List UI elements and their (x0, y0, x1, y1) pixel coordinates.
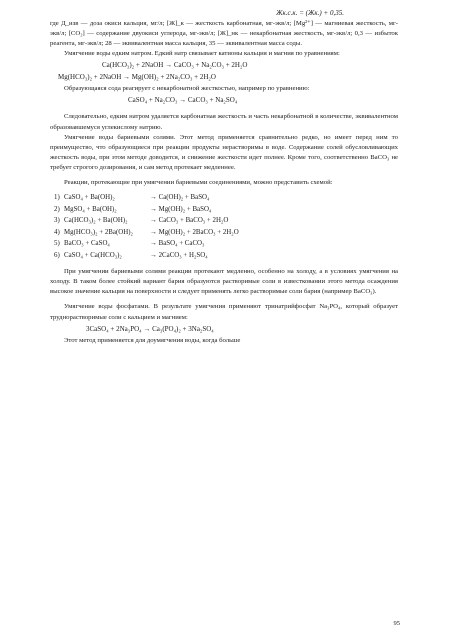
reaction-reactants: MgSO₄ + Ba(OH)₂ (64, 205, 117, 213)
paragraph-naoh-conclusion: Следовательно, едким натром удаляется карбонатная жесткость и часть некарбонатной в количестве, эквивалентном образовавшемуся углекислому натрию. (50, 113, 398, 131)
reaction-products: → 2CaCO₃ + H₂SO₄ (150, 251, 208, 259)
reaction-number: 4) (54, 228, 60, 236)
reaction-row (54, 238, 398, 250)
reaction-row (54, 250, 398, 262)
reaction-products: → BaSO₄ + CaCO₃ (150, 240, 205, 248)
header-formula: Жк.с.к. = (Жк.) + 0,35. (276, 9, 344, 17)
paragraph-naoh-intro: Умягчение воды едким натром. Едкий натр связывает катионы кальция и магния по уравнениям: (64, 50, 340, 58)
reaction-row (54, 192, 398, 204)
reaction-reactants: Ca(HCO₃)₂ + Ba(OH)₂ (64, 217, 128, 225)
reaction-row (54, 215, 398, 227)
reaction-products: → Mg(OH)₂ + 2BaCO₃ + 2H₂O (150, 228, 239, 236)
reaction-products: → Ca(OH)₂ + BaSO₄ (150, 194, 210, 202)
paragraph-legend: где Д_изв — доза окиси кальция, мг/л; [Ж]_к — жесткость карбонатная, мг-экв/л; [Mg²⁺] — магниевая жесткость, мг-экв/л; [CO₂] — содержание двуокиси углерода, мг-экв/л; [Ж]_нк — некарбонатная жесткость, мг-экв/л; 0,3 — избыток реагента, мг-экв/л; 28 — эквивалентная масса кальция, 35 — эквивалентная масса соды. (50, 20, 398, 48)
formula-naoh-1: Ca(HCO₃)₂ + 2NaOH → CaCO₃ + Na₂CO₃ + 2H₂O (102, 61, 248, 70)
reaction-number: 5) (54, 240, 60, 248)
reaction-products: → Mg(OH)₂ + BaSO₄ (150, 205, 212, 213)
formula-phosphate: 3CaSO₄ + 2Na₃PO₄ → Ca₃(PO₄)₂ + 3Na₂SO₄ (86, 324, 214, 333)
paragraph-phosphate-method: Умягчение воды фосфатами. В результате умягчения применяют тринатрийфосфат Na₃PO₄, который образует труднорастворимые соли с кальцием и магнием: (50, 303, 398, 321)
reaction-reactants: Mg(HCO₃)₂ + 2Ba(OH)₂ (64, 228, 133, 236)
reaction-row (54, 227, 398, 239)
reaction-number: 1) (54, 194, 60, 202)
formula-naoh-2: Mg(HCO₃)₂ + 2NaOH → Mg(OH)₂ + 2Na₂CO₃ + 2H₂O (58, 73, 216, 82)
reaction-reactants: BaCO₃ + CaSO₄ (64, 240, 110, 248)
reaction-products: → CaCO₃ + BaCO₃ + 2H₂O (150, 217, 229, 225)
page-number: 95 (393, 619, 400, 627)
paragraph-barium-reactions-intro: Реакции, протекающие при умягчении бариевыми соединениями, можно представить схемой: (64, 179, 333, 187)
reaction-row (54, 204, 398, 216)
reaction-number: 2) (54, 205, 60, 213)
paragraph-barium-kinetics: При умягчении бариевыми солями реакции протекают медленно, особенно на холоду, а в условиях умягчения на холоду. В таком более стойкий вариант бария образуются растворимые соли в известковании этого метода осаждения высокое значение кальция на поверхности и следует применять легко растворимые соли бария (например BaCO₃). (50, 268, 398, 296)
formula-soda: CaSO₄ + Na₂CO₃ → CaCO₃ + Na₂SO₄ (128, 96, 238, 105)
barium-reaction-list (54, 192, 398, 261)
reaction-reactants: CaSO₄ + Ba(OH)₂ (64, 194, 115, 202)
reaction-number: 6) (54, 251, 60, 259)
reaction-number: 3) (54, 217, 60, 225)
reaction-reactants: CaSO₄ + Ca(HCO₃)₂ (64, 251, 122, 259)
paragraph-phosphate-use: Этот метод применяется для доумягчения воды, когда больше (64, 336, 241, 344)
paragraph-barium-method: Умягчение воды бариевыми солями. Этот метод применяется сравнительно редко, но имеет перед ним то преимущество, что образующиеся при реакции продукты нерастворимы в воде. Содержание солей обусловливающих жесткость воды, при этом методе доводится, и снижение жесткости идет полнее. Кроме того, соответственно BaCO₃ не требует строгого дозирования, и сам метод протекает медленнее. (50, 133, 398, 171)
paragraph-soda-reacts: Образующаяся сода реагирует с некарбонатной жесткостью, например по уравнению: (64, 85, 310, 93)
